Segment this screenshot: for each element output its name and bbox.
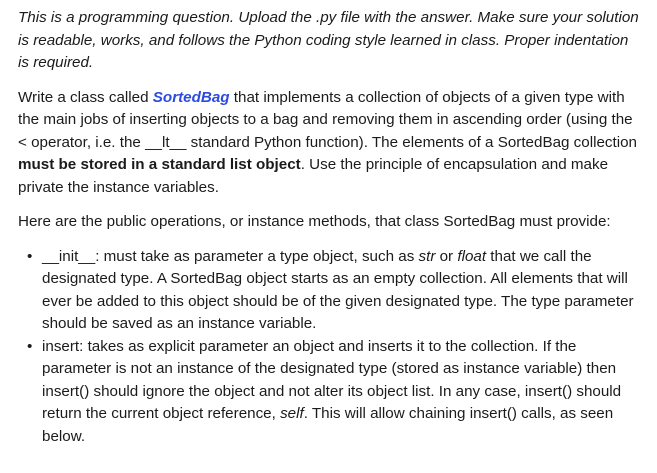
operations-intro: Here are the public operations, or instance methods, that class SortedBag must provide:	[18, 213, 611, 230]
type-example-str: str	[418, 247, 436, 265]
document-page	[18, 7, 643, 448]
storage-requirement: must be stored in a standard list object	[18, 156, 301, 173]
self-keyword: self	[280, 405, 304, 422]
type-example-float: float	[457, 247, 487, 265]
bullet-icon: •	[27, 247, 33, 265]
description-paragraph: Write a class called SortedBag that implements a collection of objects of a given type with the main jobs of inserting objects to a bag and removing them in ascending order (using the < operator, i.e. the __lt__ standard Python function). The elements of a SortedBag collection must be stored in a standard list object. Use the principle of encapsulation and make private the instance variables.	[18, 88, 638, 196]
list-item-init: • __init__: must take as parameter a type object, such as str or float that we call the designated type. A SortedBag object starts as an empty collection. All elements that will ever be added to this object should be of the given designated type. The type parameter should be saved as an instance variable.	[27, 247, 634, 332]
class-name: SortedBag	[152, 88, 230, 106]
list-item-insert: • insert: takes as explicit parameter an object and inserts it to the collection. If the parameter is not an instance of the designated type (stored as instance variable) then insert() should ignore the object and not alter its object list. In any case, insert() should return the current object reference, self. This will allow chaining insert() calls, as seen below.	[27, 337, 622, 445]
operations-list	[18, 246, 643, 449]
bullet-icon: •	[27, 337, 33, 355]
intro-paragraph: This is a programming question. Upload the .py file with the answer. Make sure your solution is readable, works, and follows the Python coding style learned in class. Proper indentation is required.	[18, 9, 639, 71]
